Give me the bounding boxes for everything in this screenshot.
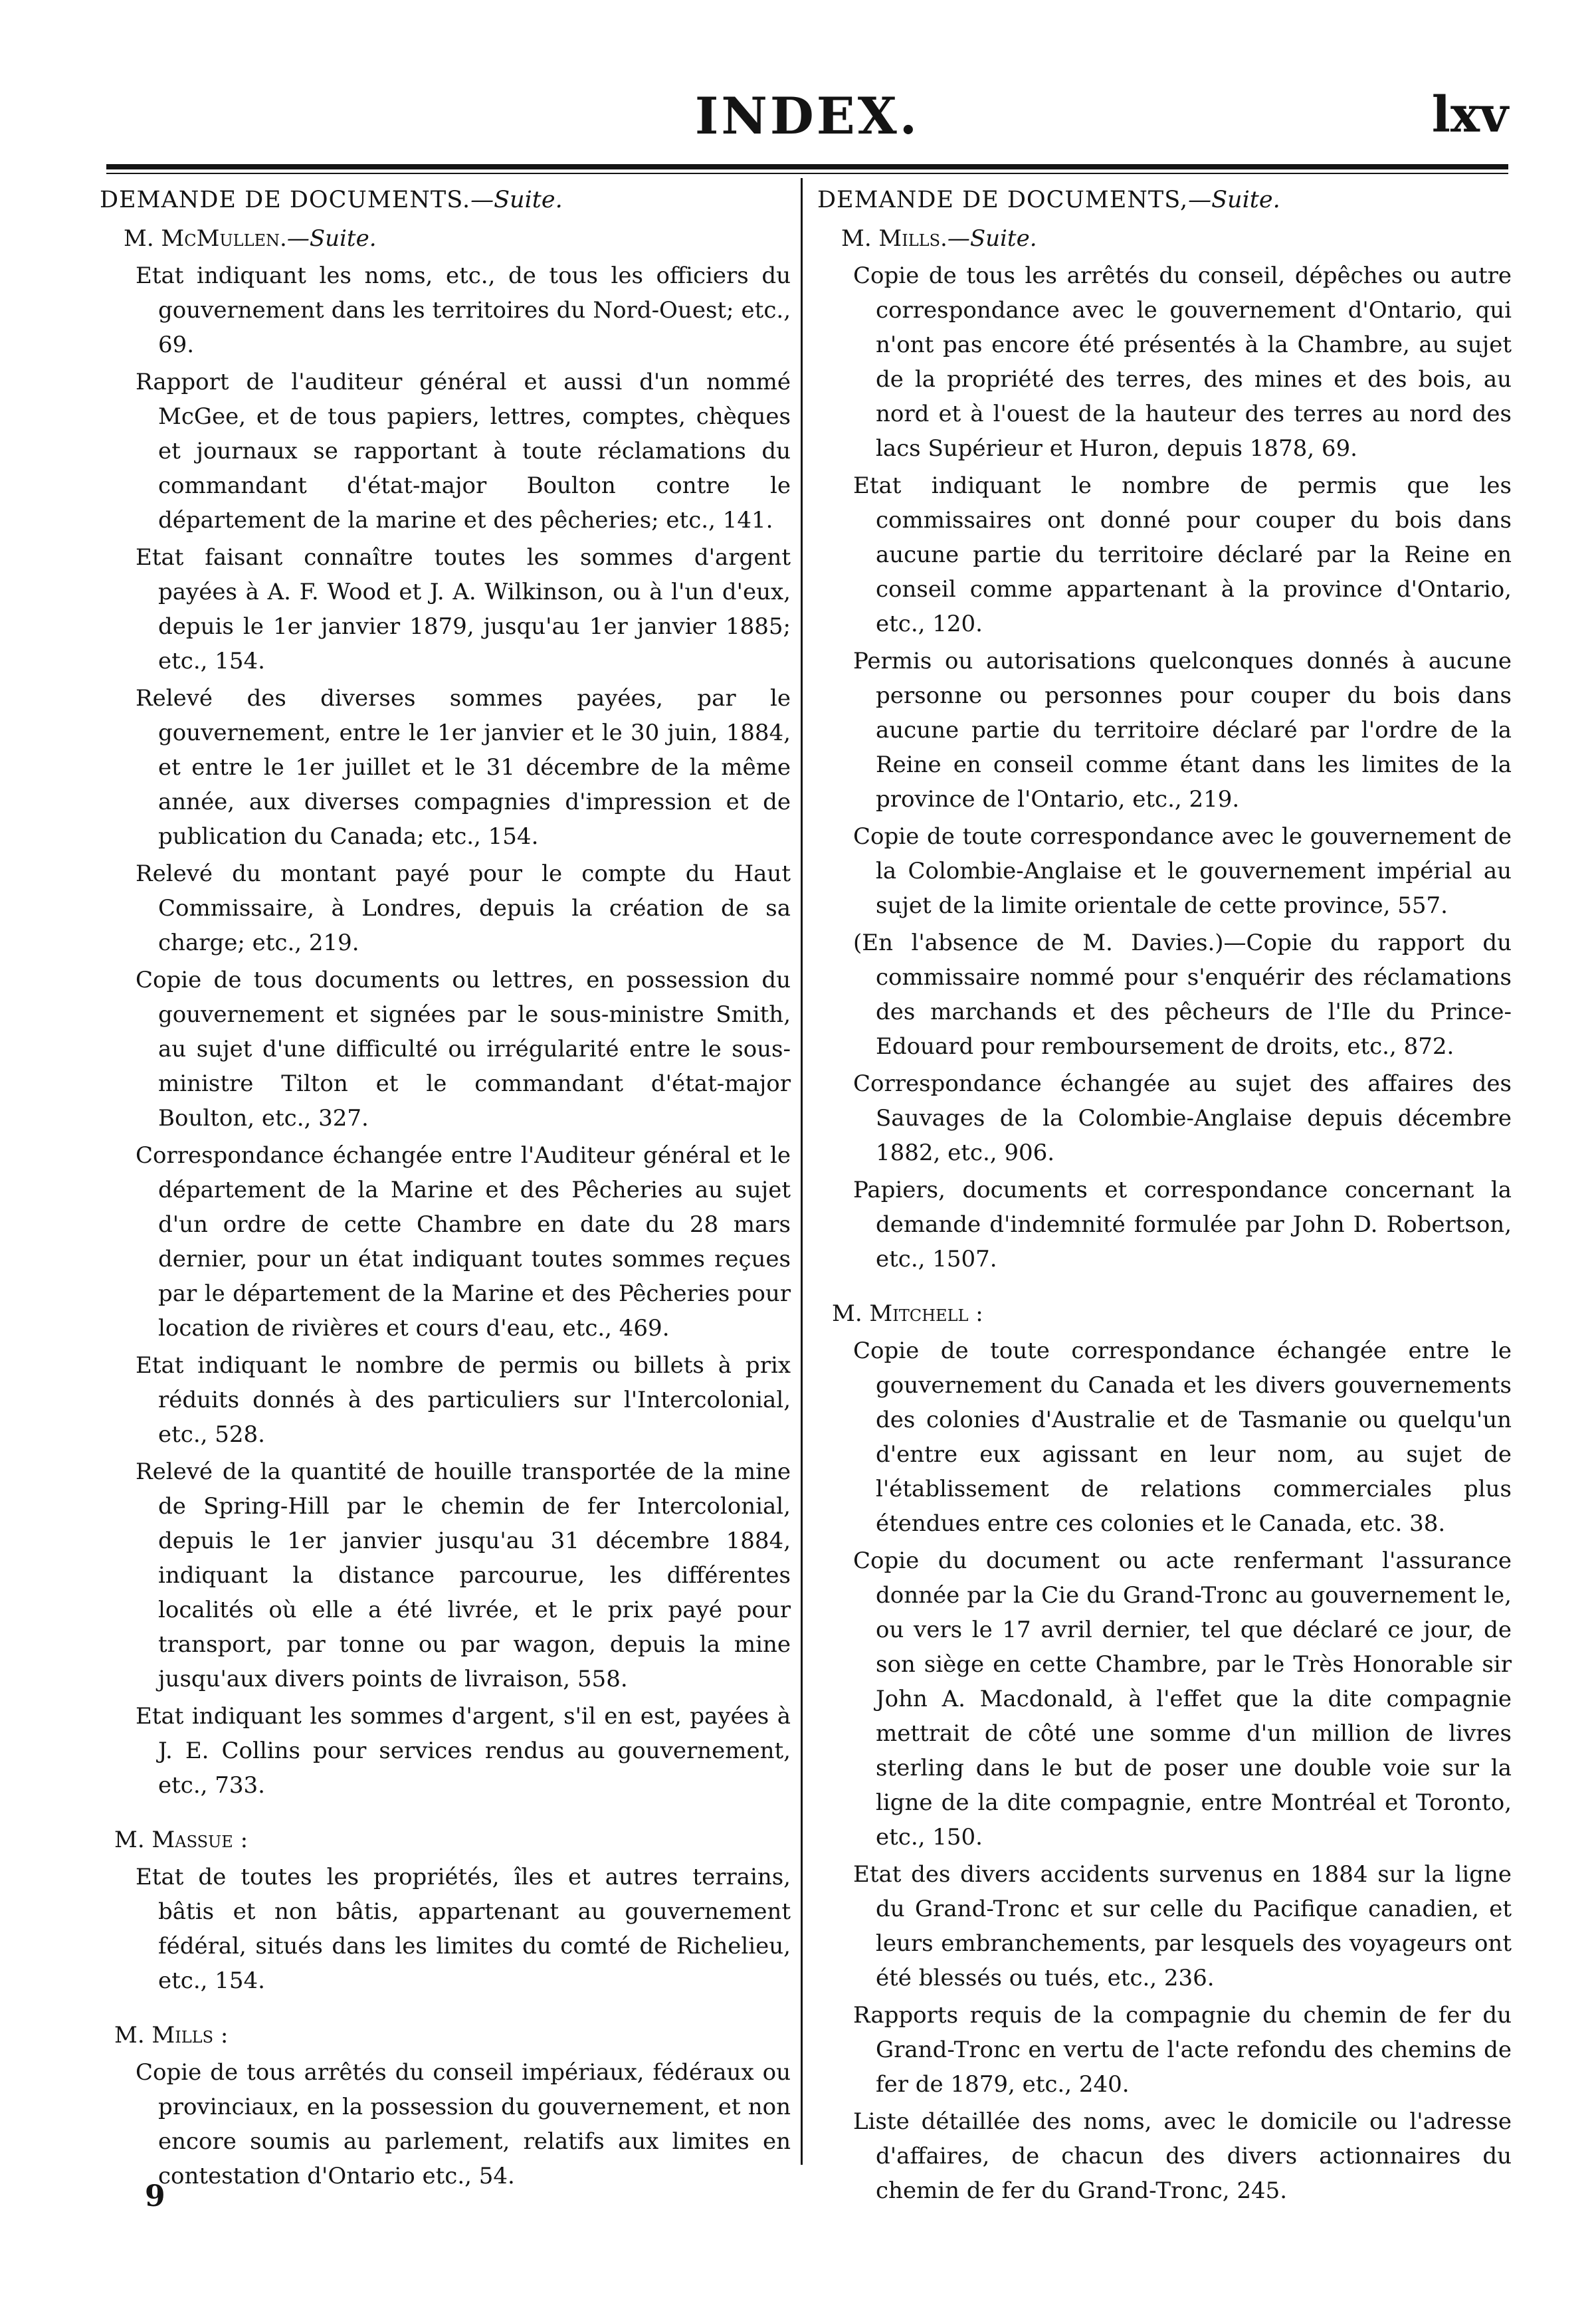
member-block-mills [100,2018,791,2193]
index-entry: Relevé des diverses sommes payées, par le gouvernement, entre le 1er janvier et le 30 juin, 1884, et entre le 1er juillet et le 31 décembre de la même année, aux diverses compagnies d'impression et de publication du Canada; etc., 154. [136,685,791,850]
index-entry: Correspondance échangée entre l'Auditeur général et le département de la Marine et des Pêcheries au sujet d'un ordre de cette Chambre en date du 28 mars dernier, pour un état indiquant toutes sommes reçues par le département de la Marine et des Pêcheries pour location de rivières et cours d'eau, etc., 469. [136,1142,791,1342]
index-entry: Copie de toute correspondance échangée entre le gouvernement du Canada et les divers gouvernements des colonies d'Australie et de Tasmanie ou quelqu'un d'entre eux agissant en leur nom, au sujet de l'établissement de relations commerciales plus étendues entre ces colonies et le Canada, etc. 38. [853,1338,1512,1537]
index-entry: Etat indiquant les sommes d'argent, s'il en est, payées à J. E. Collins pour services rendus au gouvernement, etc., 733. [136,1703,791,1799]
section-heading-text: DEMANDE DE DOCUMENTS. [100,187,471,213]
index-entry: Etat indiquant le nombre de permis que les commissaires ont donné pour couper du bois dans aucune partie du territoire déclaré par la Reine en conseil comme appartenant à la province d'Ontario, etc., 120. [853,472,1512,637]
member-name-text: M. Mills. [841,225,948,252]
index-entry: Copie du document ou acte renfermant l'assurance donnée par la Cie du Grand-Tronc au gouvernement le, ou vers le 17 avril dernier, tel que déclaré ce jour, de son siège en cette Chambre, par le Très Honorable sir John A. Macdonald, à l'effet que la dite compagnie mettrait de côté une somme d'un million de livres sterling dans le but de poser une double voie sur la ligne de la dite compagnie, entre Montréal et Toronto, etc., 150. [853,1548,1512,1851]
member-name [124,221,791,256]
column-divider [801,178,803,2165]
section-suite: —Suite. [1188,187,1280,213]
index-entry: Rapport de l'auditeur général et aussi d'un nommé McGee, et de tous papiers, lettres, comptes, chèques et journaux se rapportant à toute réclamations du commandant d'état-major Boulton contre le département de la marine et des pêcheries; etc., 141. [136,369,791,534]
signature-mark: 9 [145,2179,165,2213]
right-column [817,183,1512,2208]
member-block-mcmullen [100,221,791,1803]
section-heading [817,183,1512,217]
index-entry: Etat indiquant les noms, etc., de tous les officiers du gouvernement dans les territoires du Nord-Ouest; etc., 69. [136,262,791,358]
index-entry: (En l'absence de M. Davies.)—Copie du rapport du commissaire nommé pour s'enquérir des réclamations des marchands et des pêcheurs de l'Ile du Prince-Edouard pour remboursement de droits, etc., 872. [853,930,1512,1060]
member-block-massue [100,1823,791,1998]
page-number: lxv [1431,86,1508,144]
index-entry: Correspondance échangée au sujet des affaires des Sauvages de la Colombie-Anglaise depuis décembre 1882, etc., 906. [853,1070,1512,1166]
index-entry: Copie de tous arrêtés du conseil impériaux, fédéraux ou provinciaux, en la possession du gouvernement, et non encore soumis au parlement, relatifs aux limites en contestation d'Ontario etc., 54. [136,2059,791,2189]
member-name-text: M. Massue : [114,1827,249,1853]
index-entry: Papiers, documents et correspondance concernant la demande d'indemnité formulée par John D. Robertson, etc., 1507. [853,1177,1512,1272]
page-title: INDEX. [694,86,920,146]
index-entry: Etat indiquant le nombre de permis ou billets à prix réduits donnés à des particuliers sur l'Intercolonial, etc., 528. [136,1352,791,1448]
member-name-text: M. Mills : [114,2022,229,2049]
member-block-mitchell [817,1296,1512,2208]
member-name [114,1823,791,1857]
member-name [114,2018,791,2053]
left-column [100,183,791,2193]
index-entry: Etat faisant connaître toutes les sommes d'argent payées à A. F. Wood et J. A. Wilkinson, ou à l'un d'eux, depuis le 1er janvier 1879, jusqu'au 1er janvier 1885; etc., 154. [136,544,791,674]
member-block-mills-suite [817,221,1512,1276]
index-entry: Copie de toute correspondance avec le gouvernement de la Colombie-Anglaise et le gouvernement impérial au sujet de la limite orientale de cette province, 557. [853,823,1512,919]
header-rule [106,164,1508,169]
header-rule-thin [106,173,1508,174]
page-header [106,86,1508,153]
index-entry: Relevé du montant payé pour le compte du Haut Commissaire, à Londres, depuis la création de sa charge; etc., 219. [136,860,791,956]
member-suite: —Suite. [286,225,377,252]
index-entry: Liste détaillée des noms, avec le domicile ou l'adresse d'affaires, de chacun des divers actionnaires du chemin de fer du Grand-Tronc, 245. [853,2108,1512,2204]
index-entry: Copie de tous les arrêtés du conseil, dépêches ou autre correspondance avec le gouvernement d'Ontario, qui n'ont pas encore été présentés à la Chambre, au sujet de la propriété des terres, des mines et des bois, au nord et à l'ouest de la hauteur des terres au nord des lacs Supérieur et Huron, depuis 1878, 69. [853,262,1512,462]
member-name [832,1296,1512,1331]
index-entry: Permis ou autorisations quelconques donnés à aucune personne ou personnes pour couper du bois dans aucune partie du territoire déclaré par l'ordre de la Reine en conseil comme étant dans les limites de la province de l'Ontario, etc., 219. [853,648,1512,813]
index-entry: Etat de toutes les propriétés, îles et autres terrains, bâtis et non bâtis, appartenant au gouvernement fédéral, situés dans les limites du comté de Richelieu, etc., 154. [136,1864,791,1994]
index-entry: Etat des divers accidents survenus en 1884 sur la ligne du Grand-Tronc et sur celle du Pacifique canadien, et leurs embranchements, par lesquels des voyageurs ont été blessés ou tués, etc., 236. [853,1861,1512,1991]
section-heading-text: DEMANDE DE DOCUMENTS, [817,187,1189,213]
member-suite: —Suite. [947,225,1037,252]
index-entry: Copie de tous documents ou lettres, en possession du gouvernement et signées par le sous-ministre Smith, au sujet d'une difficulté ou irrégularité entre le sous-ministre Tilton et le commandant d'état-major Boulton, etc., 327. [136,967,791,1132]
member-name [841,221,1512,256]
member-name-text: M. McMullen. [124,225,287,252]
section-heading [100,183,791,217]
index-entry: Rapports requis de la compagnie du chemin de fer du Grand-Tronc en vertu de l'acte refondu des chemins de fer de 1879, etc., 240. [853,2002,1512,2098]
section-suite: —Suite. [470,187,563,213]
index-entry: Relevé de la quantité de houille transportée de la mine de Spring-Hill par le chemin de fer Intercolonial, depuis le 1er janvier jusqu'au 31 décembre 1884, indiquant la distance parcourue, les différentes localités où elle a été livrée, et le prix payé pour transport, par tonne ou par wagon, depuis la mine jusqu'aux divers points de livraison, 558. [136,1458,791,1692]
member-name-text: M. Mitchell : [832,1300,983,1327]
